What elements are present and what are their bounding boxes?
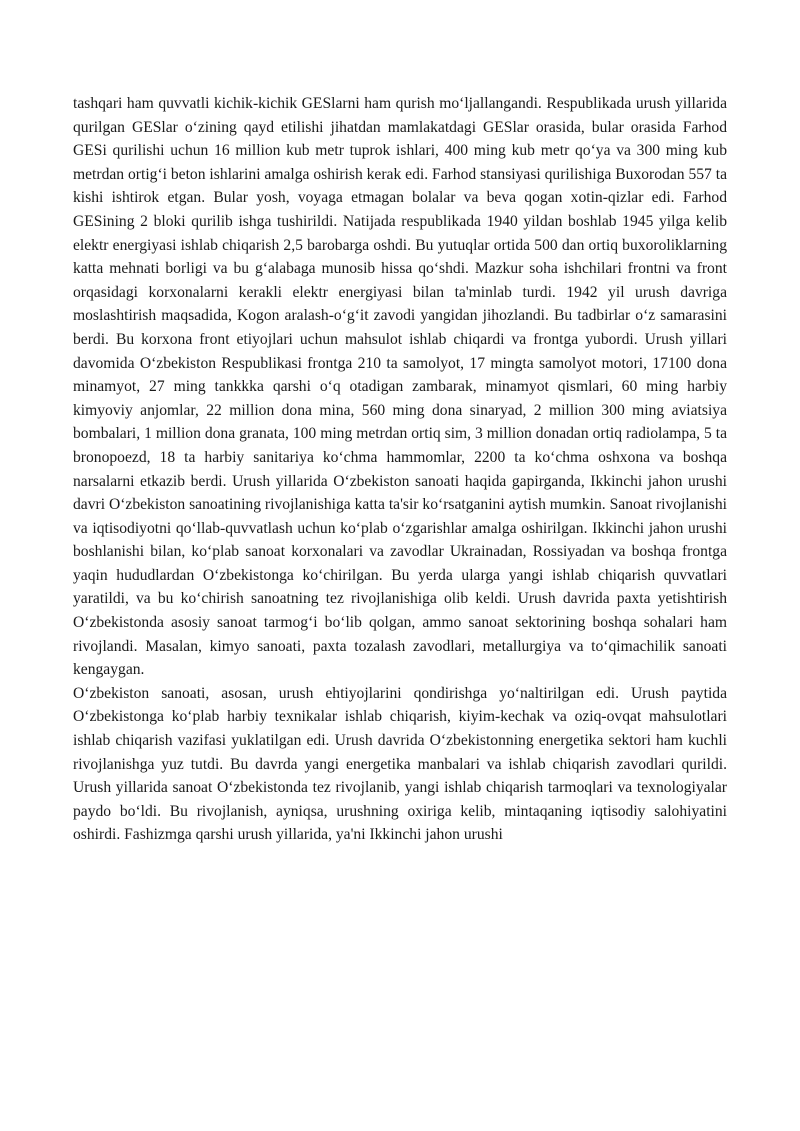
body-text xyxy=(73,92,727,847)
paragraph-1: tashqari ham quvvatli kichik-kichik GESlarni ham qurish mo‘ljallangandi. Respublikada urush yillarida qurilgan GESlar o‘zining qayd etilishi jihatdan mamlakatdagi GESlar orasida, bular orasida Farhod GESi qurilishi uchun 16 million kub metr tuprok ishlari, 400 ming kub metr qo‘ya va 300 ming kub metrdan ortig‘i beton ishlarini amalga oshirish kerak edi. Farhod stansiyasi qurilishiga Buxorodan 557 ta kishi ishtirok etgan. Bular yosh, voyaga etmagan bolalar va beva qogan xotin-qizlar edi. Farhod GESining 2 bloki qurilib ishga tushirildi. Natijada respublikada 1940 yildan boshlab 1945 yilga kelib elektr energiyasi ishlab chiqarish 2,5 barobarga oshdi. Bu yutuqlar ortida 500 dan ortiq buxoroliklarning katta mehnati borligi va bu g‘alabaga munosib hissa qo‘shdi. Mazkur soha ishchilari frontni va front orqasidagi korxonalarni kerakli elektr energiyasi bilan ta'minlab turdi. 1942 yil urush davriga moslashtirish maqsadida, Kogon aralash-o‘g‘it zavodi yangidan jihozlandi. Bu tadbirlar o‘z samarasini berdi. Bu korxona front etiyojlari uchun mahsulot ishlab chiqardi va frontga yubordi. Urush yillari davomida O‘zbekiston Respublikasi frontga 210 ta samolyot, 17 mingta samolyot motori, 17100 dona minamyot, 27 ming tankkka qarshi o‘q otadigan zambarak, minamyot qismlari, 60 ming harbiy kimyoviy anjomlar, 22 million dona mina, 560 ming dona sinaryad, 2 million 300 ming aviatsiya bombalari, 1 million dona granata, 100 ming metrdan ortiq sim, 3 million donadan ortiq radiolampa, 5 ta bronopoezd, 18 ta harbiy sanitariya ko‘chma hammomlar, 2200 ta ko‘chma oshxona va boshqa narsalarni etkazib berdi. Urush yillarida O‘zbekiston sanoati haqida gapirganda, Ikkinchi jahon urushi davri O‘zbekiston sanoatining rivojlanishiga katta ta'sir ko‘rsatganini aytish mumkin. Sanoat rivojlanishi va iqtisodiyotni qo‘llab-quvvatlash uchun ko‘plab o‘zgarishlar amalga oshirilgan. Ikkinchi jahon urushi boshlanishi bilan, ko‘plab sanoat korxonalari va zavodlar Ukrainadan, Rossiyadan va boshqa frontga yaqin hududlardan O‘zbekistonga ko‘chirilgan. Bu yerda ularga yangi ishlab chiqarish quvvatlari yaratildi, va bu ko‘chirish sanoatning tez rivojlanishiga olib keldi. Urush davrida paxta yetishtirish O‘zbekistonda asosiy sanoat tarmog‘i bo‘lib qolgan, ammo sanoat sektorining boshqa sohalari ham rivojlandi. Masalan, kimyo sanoati, paxta tozalash zavodlari, metallurgiya va to‘qimachilik sanoati kengaygan. xyxy=(73,95,727,679)
paragraph-2: O‘zbekiston sanoati, asosan, urush ehtiyojlarini qondirishga yo‘naltirilgan edi. Urush paytida O‘zbekistonga ko‘plab harbiy texnikalar ishlab chiqarish, kiyim-kechak va oziq-ovqat mahsulotlari ishlab chiqarish vazifasi yuklatilgan edi. Urush davrida O‘zbekistonning energetika sektori ham kuchli rivojlanishga yuz tutdi. Bu davrda yangi energetika manbalari va ishlab chiqarish zavodlari qurildi. Urush yillarida sanoat O‘zbekistonda tez rivojlanib, yangi ishlab chiqarish tarmoqlari va texnologiyalar paydo bo‘ldi. Bu rivojlanish, ayniqsa, urushning oxiriga kelib, mintaqaning iqtisodiy salohiyatini oshirdi. Fashizmga qarshi urush yillarida, ya'ni Ikkinchi jahon urushi xyxy=(73,684,727,844)
